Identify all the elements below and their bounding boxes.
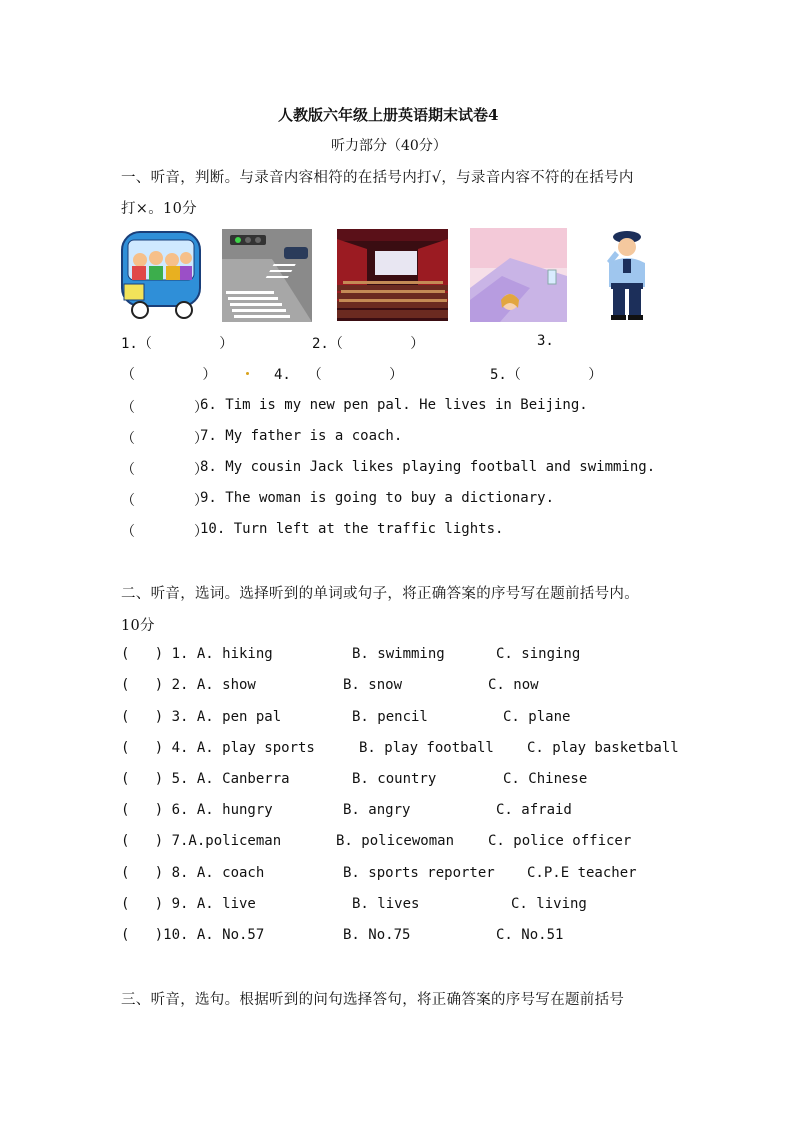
choice-item-7-b: B. policewoman [336,833,455,849]
decorative-dot [246,372,249,375]
choice-item-6-b: B. angry [343,802,411,818]
choice-item-1-b: B. swimming [352,646,445,662]
choice-item-3-b: B. pencil [352,709,428,725]
choice-item-5-b: B. country [352,771,437,787]
policeman-icon [603,225,653,322]
item-9-text: 9. The woman is going to buy a dictionary. [200,490,555,506]
choice-item-3-c: C. plane [503,709,571,725]
pic-answer-5[interactable]: 5.（ ） [490,367,603,383]
choice-item-10-b: B. No.75 [343,927,411,943]
choice-item-2[interactable]: ( ) 2. A. show [121,677,256,693]
choice-item-9[interactable]: ( ) 9. A. live [121,896,256,912]
item-6-blank[interactable]: （ ） [121,400,209,416]
choice-item-1[interactable]: ( ) 1. A. hiking [121,646,273,662]
item-10-blank[interactable]: （ ） [121,524,209,540]
item-6-text: 6. Tim is my new pen pal. He lives in Beijing. [200,397,588,413]
choice-item-8-b: B. sports reporter [343,865,495,881]
choice-item-6-c: C. afraid [496,802,572,818]
item-10-text: 10. Turn left at the traffic lights. [200,521,504,537]
choice-item-5-c: C. Chinese [503,771,588,787]
page-title: 人教版六年级上册英语期末试卷4 [278,106,499,124]
choice-item-9-c: C. living [511,896,587,912]
choice-item-7[interactable]: ( ) 7.A.policeman [121,833,282,849]
traffic-lights-icon [222,229,312,322]
item-7-text: 7. My father is a coach. [200,428,403,444]
section2-instruction-cont: 10分 [121,618,155,634]
sick-girl-icon [470,228,567,322]
item-8-text: 8. My cousin Jack likes playing football and swimming. [200,459,656,475]
choice-item-3[interactable]: ( ) 3. A. pen pal [121,709,282,725]
page-subtitle: 听力部分（40分） [331,138,447,154]
choice-item-4-b: B. play football [359,740,494,756]
pic-answer-3-number: 3. [537,333,554,349]
section1-instruction-cont: 打×。10分 [121,201,197,217]
choice-item-10-c: C. No.51 [496,927,564,943]
cinema-icon [337,229,448,321]
section3-instruction: 三、听音，选句。根据听到的问句选择答句，将正确答案的序号写在题前括号 [121,992,625,1008]
choice-item-10[interactable]: ( )10. A. No.57 [121,927,265,943]
choice-item-7-c: C. police officer [488,833,632,849]
section2-instruction: 二、听音，选词。选择听到的单词或句子，将正确答案的序号写在题前括号内。 [121,586,639,602]
choice-item-9-b: B. lives [352,896,420,912]
choice-item-2-b: B. snow [343,677,403,693]
choice-item-6[interactable]: ( ) 6. A. hungry [121,802,273,818]
pic-answer-4[interactable]: 4. （ ） [274,367,404,383]
choice-item-2-c: C. now [488,677,539,693]
choice-item-8[interactable]: ( ) 8. A. coach [121,865,265,881]
choice-item-1-c: C. singing [496,646,581,662]
item-7-blank[interactable]: （ ） [121,431,209,447]
choice-item-4-c: C. play basketball [527,740,679,756]
item-8-blank[interactable]: （ ） [121,462,209,478]
choice-item-5[interactable]: ( ) 5. A. Canberra [121,771,290,787]
pic-answer-2[interactable]: 2.（ ） [312,336,425,352]
section1-instruction: 一、听音，判断。与录音内容相符的在括号内打√，与录音内容不符的在括号内 [121,170,634,186]
pic-answer-3-blank[interactable]: （ ） [121,367,217,383]
item-9-blank[interactable]: （ ） [121,493,209,509]
choice-item-4[interactable]: ( ) 4. A. play sports [121,740,315,756]
bus-icon [118,226,204,320]
choice-item-8-c: C.P.E teacher [527,865,637,881]
pic-answer-1[interactable]: 1.（ ） [121,336,234,352]
